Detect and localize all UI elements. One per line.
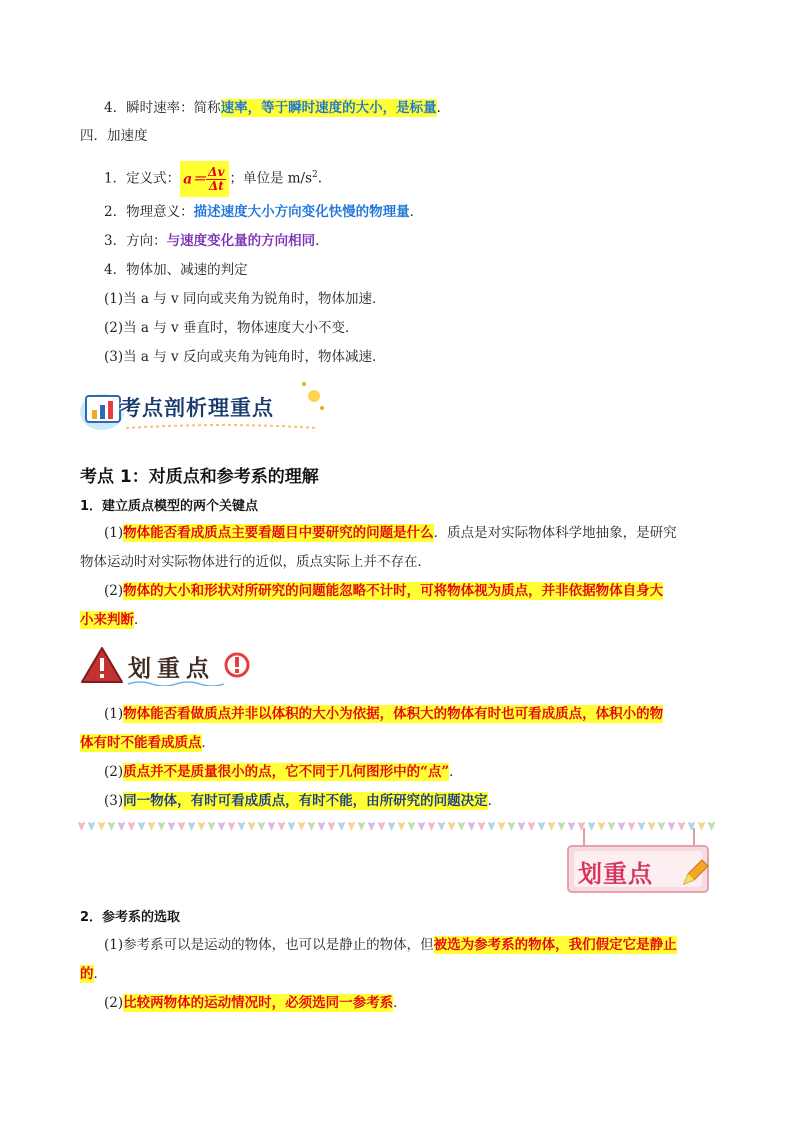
fraction-numerator: Δv	[208, 164, 225, 179]
bunting-flag	[178, 823, 185, 831]
fraction	[206, 166, 226, 193]
bunting-flag	[158, 823, 165, 831]
unit-superscript: 2	[312, 170, 318, 180]
para-1-line-2: 物体运动时对实际物体进行的近似，质点实际上并不存在．	[80, 554, 431, 570]
text: ．	[393, 995, 407, 1011]
bunting-flag	[98, 823, 105, 831]
formula-lhs: a＝	[183, 171, 207, 188]
judgment-title: 4．物体加、减速的判定	[104, 262, 248, 278]
text: (2)	[104, 995, 124, 1011]
definition-line	[104, 158, 322, 197]
bunting-flag	[168, 823, 175, 831]
text: (2)	[104, 583, 124, 599]
highlight-text: 与速度变化量的方向相同	[166, 233, 316, 249]
bunting-flag	[118, 823, 125, 831]
text: 1．定义式：	[104, 170, 181, 187]
text: ；单位是 m/s	[229, 170, 313, 187]
text: ．	[93, 966, 107, 982]
case-2: (2)当 a 与 v 垂直时，物体速度大小不变．	[104, 320, 359, 336]
text: ．	[487, 793, 502, 809]
bunting-flag	[518, 823, 525, 831]
text: .	[317, 170, 323, 187]
bunting-flag	[318, 823, 325, 831]
bunting-flag	[88, 823, 95, 831]
highlight-text: 描述速度大小方向变化快慢的物理量	[193, 204, 410, 220]
para-2-line-1	[104, 580, 663, 602]
subhead-1: 1．建立质点模型的两个关键点	[80, 499, 259, 514]
bunting-flag	[258, 823, 265, 831]
text: (2)	[104, 764, 124, 780]
text: (1)	[104, 525, 124, 541]
bunting-flag	[488, 823, 495, 831]
text: ．	[409, 204, 424, 220]
bunting-flag	[268, 823, 275, 831]
para-1-line-1	[104, 522, 677, 544]
bunting-flag	[428, 823, 435, 831]
bunting-flag	[418, 823, 425, 831]
ref-1-line-1	[104, 934, 677, 956]
highlight-text: 体有时不能看成质点	[80, 735, 202, 751]
bunting-flag	[298, 823, 305, 831]
text: ．	[134, 612, 148, 628]
key-point-title: 划重点	[128, 656, 215, 682]
text: ．质点是对实际物体科学地抽象，是研究	[433, 525, 677, 541]
bunting-flag	[108, 823, 115, 831]
bunting-flag	[558, 823, 565, 831]
text: ．	[449, 764, 463, 780]
bunting-flag	[218, 823, 225, 831]
highlight-text: 被选为参考系的物体，我们假定它是静止	[433, 937, 677, 953]
highlight-text: 物体能否看成质点主要看题目中要研究的问题是什么	[123, 525, 434, 541]
bunting-flag	[278, 823, 285, 831]
bunting-flag	[448, 823, 455, 831]
text: (1)	[104, 937, 124, 953]
bunting-flag	[208, 823, 215, 831]
bunting-flag	[478, 823, 485, 831]
highlight-text: 同一物体，有时可看成质点，有时不能，由所研究的问题决定	[123, 793, 488, 809]
text: ．	[201, 735, 215, 751]
case-3: (3)当 a 与 v 反向或夹角为钝角时，物体减速．	[104, 349, 386, 365]
tag-title: 划重点	[578, 860, 653, 888]
bunting-flag	[248, 823, 255, 831]
bunting-flag	[338, 823, 345, 831]
bunting-flag	[328, 823, 335, 831]
bunting-flag	[528, 823, 535, 831]
bunting-flag	[408, 823, 415, 831]
bunting-flag	[128, 823, 135, 831]
section-4-title: 四．加速度	[80, 128, 148, 144]
key-point-1-line-2	[80, 732, 215, 754]
bunting-flag	[198, 823, 205, 831]
bunting-flag	[288, 823, 295, 831]
key-point-1-line-1	[104, 703, 663, 725]
ref-2	[104, 992, 407, 1014]
key-point-tag	[566, 828, 712, 894]
bunting-flag	[348, 823, 355, 831]
pencil-icon	[680, 858, 710, 888]
key-point-3	[104, 790, 501, 812]
bunting-flag	[378, 823, 385, 831]
bunting-flag	[188, 823, 195, 831]
bunting-flag	[468, 823, 475, 831]
text: (3)	[104, 793, 124, 809]
banner-title: 考点剖析理重点	[120, 396, 274, 420]
bunting-flag	[438, 823, 445, 831]
highlight-text: 速率，等于瞬时速度的大小，是标量	[220, 100, 437, 116]
highlight-text: 的	[80, 966, 94, 982]
direction-line	[104, 230, 329, 252]
subhead-2: 2．参考系的选取	[80, 910, 181, 925]
bunting-flag	[238, 823, 245, 831]
kaodian-1-title: 考点 1：对质点和参考系的理解	[80, 467, 319, 487]
bunting-flag	[508, 823, 515, 831]
bunting-flag	[368, 823, 375, 831]
highlight-text: 比较两物体的运动情况时，必须选同一参考系	[123, 995, 394, 1011]
highlight-text: 小来判断	[80, 612, 134, 628]
bunting-flag	[148, 823, 155, 831]
key-point-label	[80, 644, 260, 686]
accel-formula	[180, 161, 229, 198]
bunting-flag	[548, 823, 555, 831]
bunting-flag	[358, 823, 365, 831]
bunting-flag	[538, 823, 545, 831]
text: (1)	[104, 706, 124, 722]
text: ．	[315, 233, 329, 249]
section-banner	[76, 378, 326, 434]
case-1: (1)当 a 与 v 同向或夹角为锐角时，物体加速．	[104, 291, 386, 307]
text: 2．物理意义：	[104, 204, 194, 220]
physical-meaning-line	[104, 201, 423, 223]
bunting-flag	[228, 823, 235, 831]
bunting-flag	[78, 823, 85, 831]
bunting-flag	[388, 823, 395, 831]
highlight-text: 物体能否看做质点并非以体积的大小为依据，体积大的物体有时也可看成质点，体积小的物	[123, 706, 664, 722]
instant-rate-line	[104, 97, 450, 119]
highlight-text: 质点并不是质量很小的点，它不同于几何图形中的“点”	[123, 764, 450, 780]
text: 4．瞬时速率：简称	[104, 100, 221, 116]
fraction-denominator: Δt	[208, 178, 224, 193]
highlight-text: 物体的大小和形状对所研究的问题能忽略不计时，可将物体视为质点，并非依据物体自身大	[123, 583, 664, 599]
text: 参考系可以是运动的物体，也可以是静止的物体，但	[123, 937, 434, 953]
bunting-flag	[498, 823, 505, 831]
para-2-line-2	[80, 609, 148, 631]
key-point-2	[104, 761, 463, 783]
bunting-flag	[308, 823, 315, 831]
bunting-flag	[138, 823, 145, 831]
bunting-flag	[398, 823, 405, 831]
bunting-flag	[458, 823, 465, 831]
text: ．	[436, 100, 451, 116]
text: 3．方向：	[104, 233, 167, 249]
ref-1-line-2	[80, 963, 107, 985]
